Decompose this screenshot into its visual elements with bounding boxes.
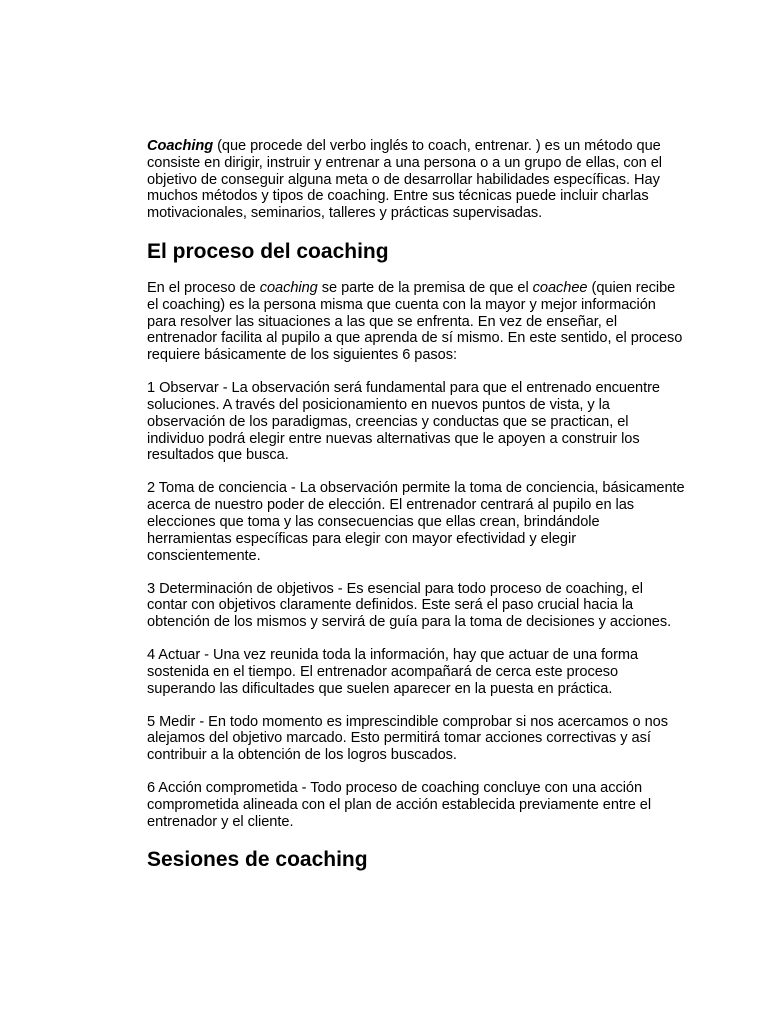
process-intro-text-b: se parte de la premisa de que el: [317, 279, 533, 296]
process-intro-em-coachee: coachee: [532, 279, 588, 296]
step-paragraph-1: 1 Observar - La observación será fundamental para que el entrenado encuentre soluciones. A través del posicionamiento en nuevos puntos de vista, y la observación de los paradigmas, creencias y conductas que se practican, el individuo podrá elegir entre nuevas alternativas que le apoyen a construir los resultados que busca.: [147, 380, 660, 464]
intro-paragraph: [147, 138, 687, 222]
intro-term: Coaching: [147, 138, 214, 154]
section-heading-sesiones: Sesiones de coaching: [147, 847, 368, 871]
step-paragraph-6: 6 Acción comprometida - Todo proceso de coaching concluye con una acción comprometida alineada con el plan de acción establecida previamente entre el entrenador y el cliente.: [147, 780, 652, 830]
process-intro-text-c: (quien recibe el coaching) es la persona misma que cuenta con la mayor y mejor información para resolver las situaciones a las que se enfrenta. En vez de enseñar, el entrenador facilita al pupilo a que aprenda de sí mismo. En este sentido, el proceso requiere básicamente de los siguientes 6 pasos:: [147, 279, 683, 364]
step-paragraph-2: 2 Toma de conciencia - La observación permite la toma de conciencia, básicamente acerca de nuestro poder de elección. El entrenador centrará al pupilo en las elecciones que toma y las consecuencias que ellas crean, brindándole herramientas específicas para elegir con mayor efectividad y elegir conscientemente.: [147, 480, 685, 564]
process-intro-paragraph: [147, 280, 687, 364]
step-paragraph-3: 3 Determinación de objetivos - Es esencial para todo proceso de coaching, el contar con objetivos claramente definidos. Este será el paso crucial hacia la obtención de los mismos y servirá de guía para la toma de decisiones y acciones.: [147, 580, 672, 631]
process-intro-text-a: En el proceso de: [147, 279, 260, 296]
process-intro-em-coaching: coaching: [259, 279, 318, 296]
document-page: [147, 138, 687, 872]
step-paragraph-4: 4 Actuar - Una vez reunida toda la información, hay que actuar de una forma sostenida en el tiempo. El entrenador acompañará de cerca este proceso superando las dificultades que suelen aparecer en la puesta en práctica.: [147, 647, 639, 697]
section-heading-proceso: El proceso del coaching: [147, 239, 389, 263]
step-paragraph-5: 5 Medir - En todo momento es imprescindible comprobar si nos acercamos o nos alejamos del objetivo marcado. Esto permitirá tomar acciones correctivas y así contribuir a la obtención de los logros buscados.: [147, 713, 668, 764]
intro-text: (que procede del verbo inglés to coach, entrenar. ) es un método que consiste en dirigir, instruir y entrenar a una persona o a un grupo de ellas, con el objetivo de conseguir alguna meta o de desarrollar habilidades específicas. Hay muchos métodos y tipos de coaching. Entre sus técnicas puede incluir charlas motivacionales, seminarios, talleres y prácticas supervisadas.: [147, 138, 662, 222]
